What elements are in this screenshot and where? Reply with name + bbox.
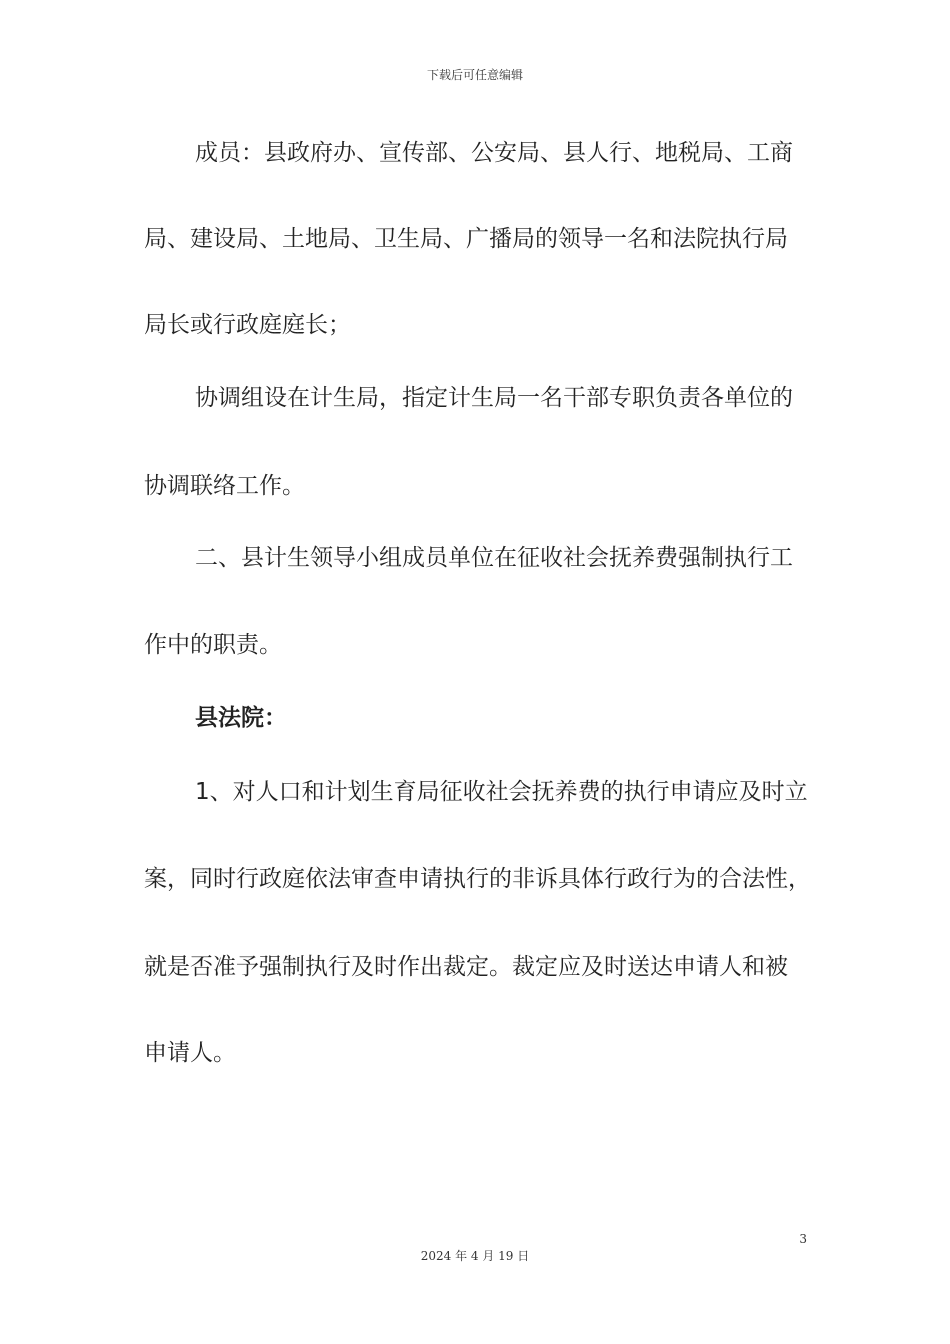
paragraph-line: 二、县计生领导小组成员单位在征收社会抚养费强制执行工: [195, 545, 793, 571]
paragraph-line: 作中的职责。: [144, 632, 282, 658]
paragraph-line: 申请人。: [144, 1040, 236, 1066]
paragraph-line: 1、对人口和计划生育局征收社会抚养费的执行申请应及时立: [195, 779, 808, 805]
paragraph-line: 局、建设局、土地局、卫生局、广播局的领导一名和法院执行局: [144, 226, 788, 252]
paragraph-line: 就是否准予强制执行及时作出裁定。裁定应及时送达申请人和被: [144, 954, 788, 980]
paragraph-line: 案，同时行政庭依法审查申请执行的非诉具体行政行为的合法性，: [144, 866, 811, 892]
page-number: 3: [799, 1232, 807, 1246]
section-heading: 县法院：: [195, 705, 287, 731]
footer-date: 2024 年 4 月 19 日: [420, 1249, 530, 1263]
paragraph-line: 协调组设在计生局，指定计生局一名干部专职负责各单位的: [195, 385, 793, 411]
paragraph-line: 协调联络工作。: [144, 473, 305, 499]
paragraph-line: 成员：县政府办、宣传部、公安局、县人行、地税局、工商: [195, 140, 793, 166]
header-note: 下载后可任意编辑: [426, 68, 523, 82]
paragraph-line: 局长或行政庭庭长；: [144, 312, 351, 338]
